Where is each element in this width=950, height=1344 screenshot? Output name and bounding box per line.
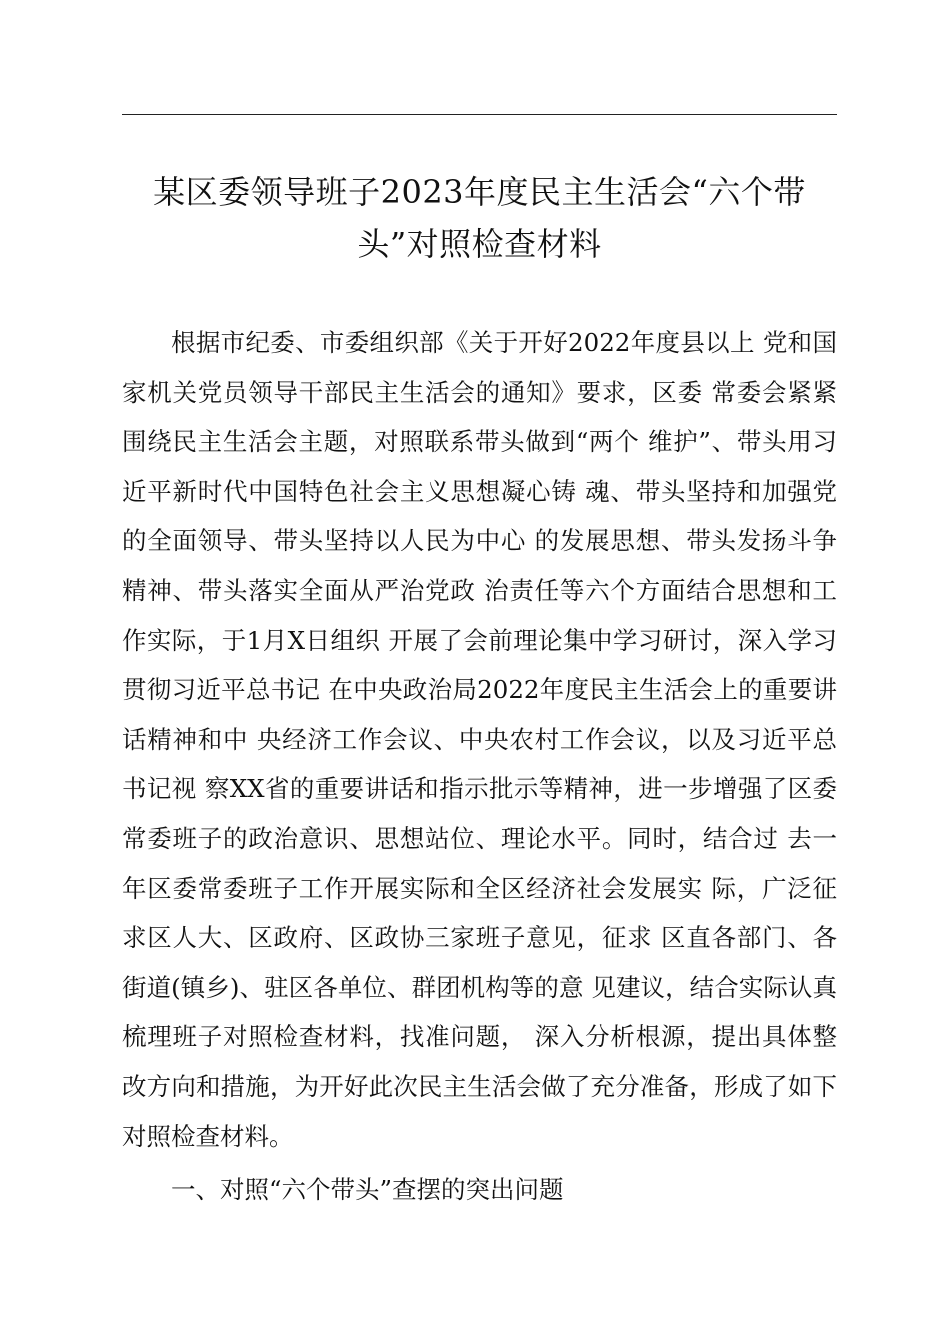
header-rule [122,114,837,115]
intro-paragraph: 根据市纪委、市委组织部《关于开好2022年度县以上 党和国家机关党员领导干部民主生活会的通知》要求，区委 常委会紧紧围绕民主生活会主题，对照联系带头做到“两个 维护”、带头用习近平新时代中国特色社会主义思想凝心铸 魂、带头坚持和加强党的全面领导、带头坚持以人民为中心 的发展思想、带头发扬斗争精神、带头落实全面从严治党政 治责任等六个方面结合思想和工作实际，于1月X日组织 开展了会前理论集中学习研讨，深入学习贯彻习近平总书记 在中央政治局2022年度民主生活会上的重要讲话精神和中 央经济工作会议、中央农村工作会议，以及习近平总书记视 察XX省的重要讲话和指示批示等精神，进一步增强了区委 常委班子的政治意识、思想站位、理论水平。同时，结合过 去一年区委常委班子工作开展实际和全区经济社会发展实 际，广泛征求区人大、区政府、区政协三家班子意见，征求 区直各部门、各街道(镇乡)、驻区各单位、群团机构等的意 见建议，结合实际认真梳理班子对照检查材料，找准问题， 深入分析根源，提出具体整改方向和措施，为开好此次民主生活会做了充分准备，形成了如下对照检查材料。 [122,328,837,1151]
section-heading-1: 一、对照“六个带头”查摆的突出问题 [171,1175,564,1204]
document-title: 某区委领导班子2023年度民主生活会“六个带头”对照检查材料 [153,173,806,263]
